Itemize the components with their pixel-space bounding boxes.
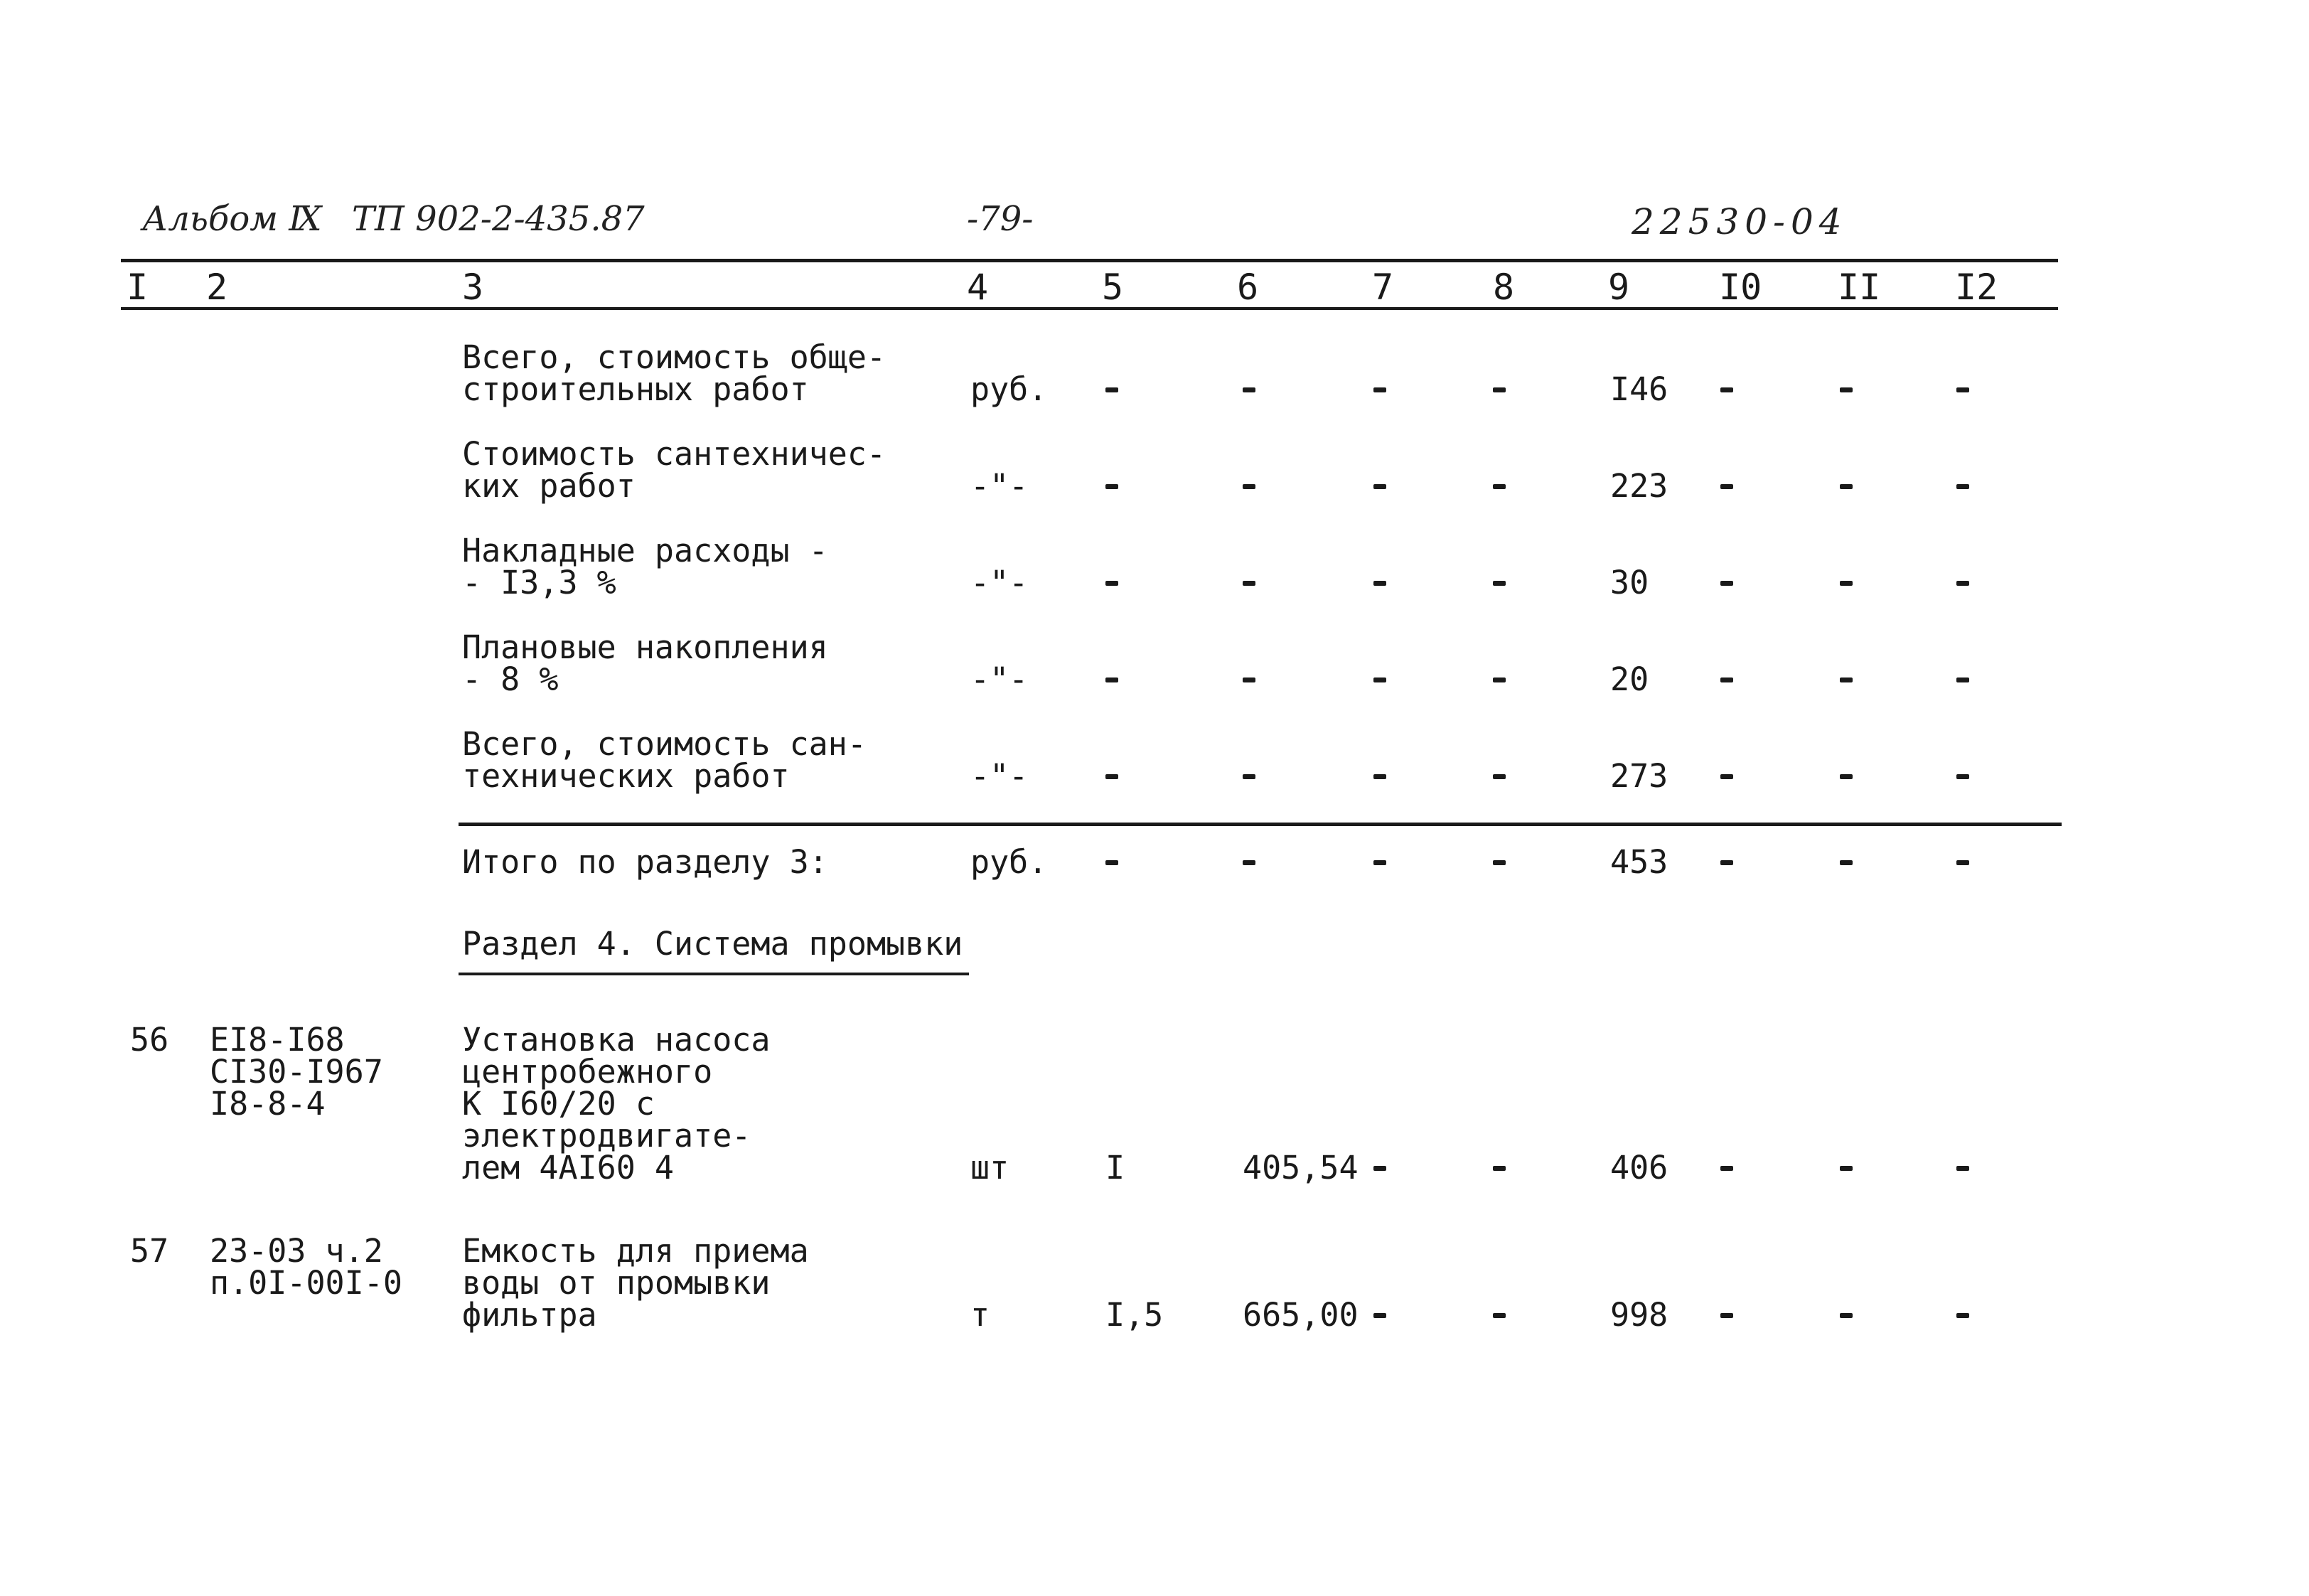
row-description-line-1: Плановые накопления <box>462 628 828 666</box>
row-total: 30 <box>1610 564 1649 601</box>
row-description-line-2: - 8 % <box>462 660 559 698</box>
dash-col-12 <box>1956 484 1969 489</box>
item-quantity: I <box>1105 1149 1125 1187</box>
col-header-3: 3 <box>462 267 484 308</box>
col-header-2: 2 <box>206 267 228 308</box>
item-quantity: I,5 <box>1105 1296 1164 1334</box>
dash-col-5 <box>1105 484 1118 489</box>
row-description-line-1: Всего, стоимость сан- <box>462 725 867 763</box>
dash-col-5 <box>1105 860 1118 865</box>
document-code: 22530-04 <box>1632 201 1848 242</box>
dash-col-6 <box>1243 774 1255 779</box>
dash-col-11 <box>1840 581 1853 586</box>
dash-col-7 <box>1373 387 1386 392</box>
row-description-line-1: Стоимость сантехничес- <box>462 435 886 473</box>
dash-col-11 <box>1840 774 1853 779</box>
dash-col-12 <box>1956 387 1969 392</box>
dash-col-11 <box>1840 484 1853 489</box>
dash-col-10 <box>1720 484 1733 489</box>
dash-col-5 <box>1105 581 1118 586</box>
dash-col-6 <box>1243 581 1255 586</box>
item-unit: т <box>970 1296 990 1334</box>
row-total: 273 <box>1610 757 1668 795</box>
item-unit: шт <box>970 1149 1009 1187</box>
dash-col-12 <box>1956 860 1969 865</box>
dash-col-8 <box>1493 484 1506 489</box>
col-header-11: II <box>1838 267 1881 308</box>
col-header-10: I0 <box>1719 267 1762 308</box>
item-total: 406 <box>1610 1149 1668 1187</box>
row-description-line-2: - I3,3 % <box>462 564 616 601</box>
dash-col-11 <box>1840 678 1853 682</box>
dash-col-7 <box>1373 860 1386 865</box>
item-code-line: ЕI8-I68 <box>210 1021 345 1059</box>
section-total-unit: руб. <box>970 843 1048 881</box>
dash-col-11 <box>1840 1166 1853 1171</box>
col-header-12: I2 <box>1955 267 1998 308</box>
section-title: Раздел 4. Система промывки <box>462 925 963 963</box>
dash-col-7 <box>1373 678 1386 682</box>
item-total: 998 <box>1610 1296 1668 1334</box>
col-header-8: 8 <box>1493 267 1515 308</box>
dash-col-8 <box>1493 678 1506 682</box>
dash-col-8 <box>1493 774 1506 779</box>
item-number: 56 <box>130 1021 169 1059</box>
row-description-line-2: технических работ <box>462 757 790 795</box>
row-description-line-2: ких работ <box>462 467 636 505</box>
item-price: 665,00 <box>1243 1296 1359 1334</box>
column-header-rule <box>121 307 2058 310</box>
dash-col-6 <box>1243 678 1255 682</box>
col-header-7: 7 <box>1372 267 1394 308</box>
project-code: ТП 902-2-435.87 <box>352 199 645 239</box>
dash-col-6 <box>1243 484 1255 489</box>
dash-col-8 <box>1493 387 1506 392</box>
item-description-line: лем 4АI60 4 <box>462 1149 675 1187</box>
row-total: 223 <box>1610 467 1668 505</box>
row-description-line-2: строительных работ <box>462 370 809 408</box>
item-code-line: СI30-I967 <box>210 1053 383 1091</box>
dash-col-11 <box>1840 1313 1853 1318</box>
dash-col-6 <box>1243 387 1255 392</box>
dash-col-10 <box>1720 1313 1733 1318</box>
section-total-label: Итого по разделу 3: <box>462 843 828 881</box>
item-description-line: электродвигате- <box>462 1117 751 1155</box>
section-total-value: 453 <box>1610 843 1668 881</box>
dash-col-10 <box>1720 387 1733 392</box>
row-unit: -"- <box>970 757 1029 795</box>
row-unit: -"- <box>970 467 1029 505</box>
subtotal-rule <box>459 823 2062 826</box>
dash-col-10 <box>1720 678 1733 682</box>
dash-col-10 <box>1720 774 1733 779</box>
page-number: -79- <box>967 199 1034 239</box>
section-title-underline <box>459 973 969 975</box>
dash-col-10 <box>1720 1166 1733 1171</box>
dash-col-8 <box>1493 1166 1506 1171</box>
dash-col-7 <box>1373 1313 1386 1318</box>
item-code-line: 23-03 ч.2 <box>210 1232 383 1270</box>
dash-col-8 <box>1493 860 1506 865</box>
item-description-line: воды от промывки <box>462 1264 771 1302</box>
dash-col-10 <box>1720 581 1733 586</box>
col-header-6: 6 <box>1237 267 1259 308</box>
dash-col-10 <box>1720 860 1733 865</box>
dash-col-11 <box>1840 860 1853 865</box>
dash-col-8 <box>1493 581 1506 586</box>
album-label: Альбом Ⅸ <box>142 199 322 239</box>
dash-col-12 <box>1956 581 1969 586</box>
col-header-4: 4 <box>967 267 989 308</box>
item-description-line: центробежного <box>462 1053 713 1091</box>
col-header-9: 9 <box>1608 267 1630 308</box>
row-unit: -"- <box>970 660 1029 698</box>
dash-col-5 <box>1105 387 1118 392</box>
row-unit: руб. <box>970 370 1048 408</box>
dash-col-12 <box>1956 678 1969 682</box>
row-total: 20 <box>1610 660 1649 698</box>
item-code-line: п.0I-00I-0 <box>210 1264 402 1302</box>
item-number: 57 <box>130 1232 169 1270</box>
dash-col-5 <box>1105 774 1118 779</box>
row-total: I46 <box>1610 370 1668 408</box>
dash-col-7 <box>1373 774 1386 779</box>
col-header-1: I <box>127 267 149 308</box>
dash-col-8 <box>1493 1313 1506 1318</box>
dash-col-12 <box>1956 1313 1969 1318</box>
item-description-line: Емкость для приема <box>462 1232 809 1270</box>
dash-col-5 <box>1105 678 1118 682</box>
item-description-line: К I60/20 с <box>462 1085 655 1123</box>
row-unit: -"- <box>970 564 1029 601</box>
dash-col-12 <box>1956 774 1969 779</box>
dash-col-6 <box>1243 860 1255 865</box>
item-description-line: Установка насоса <box>462 1021 771 1059</box>
item-code-line: I8-8-4 <box>210 1085 326 1123</box>
item-description-line: фильтра <box>462 1296 597 1334</box>
dash-col-7 <box>1373 581 1386 586</box>
row-description-line-1: Накладные расходы - <box>462 532 828 569</box>
item-price: 405,54 <box>1243 1149 1359 1187</box>
dash-col-7 <box>1373 1166 1386 1171</box>
dash-col-7 <box>1373 484 1386 489</box>
dash-col-12 <box>1956 1166 1969 1171</box>
header-top-rule <box>121 259 2058 262</box>
col-header-5: 5 <box>1102 267 1124 308</box>
row-description-line-1: Всего, стоимость обще- <box>462 338 886 376</box>
dash-col-11 <box>1840 387 1853 392</box>
